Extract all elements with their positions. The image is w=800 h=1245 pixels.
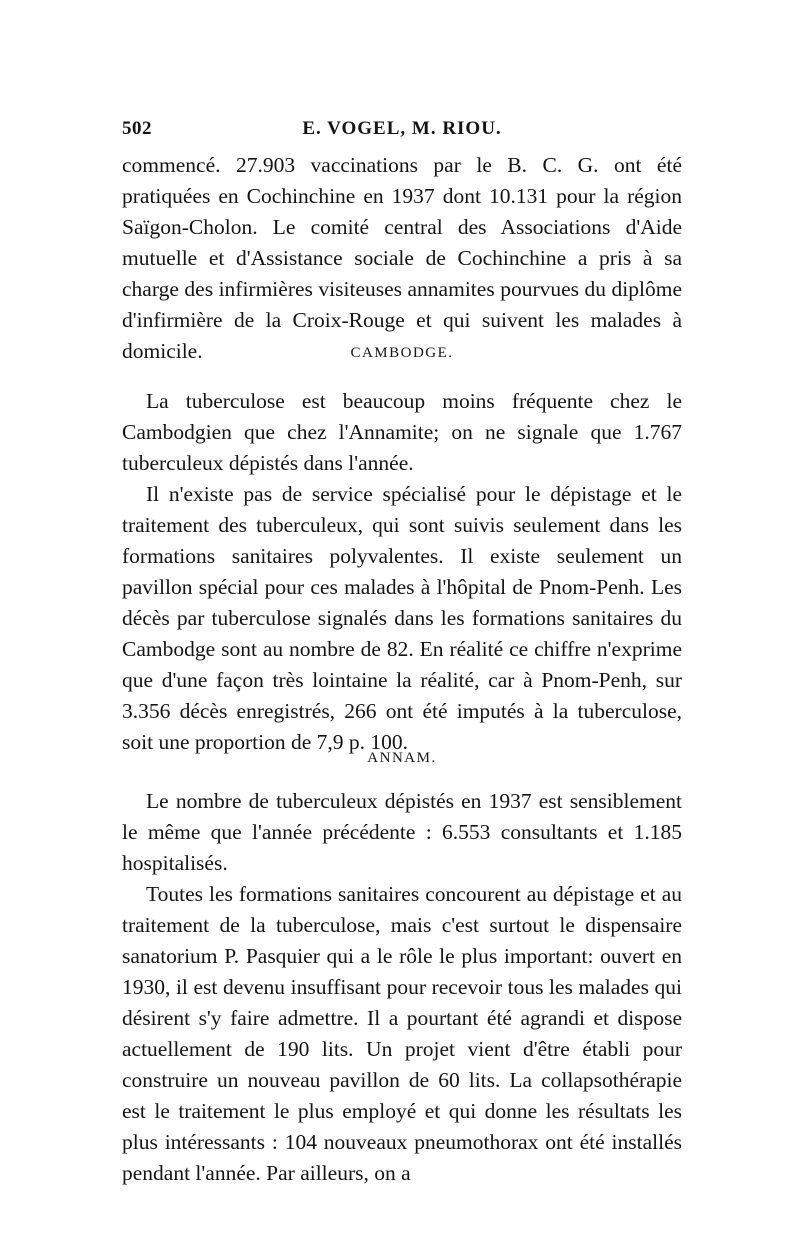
intro-paragraph: commencé. 27.903 vaccinations par le B. C. G. ont été pratiquées en Cochinchine en 1937 dont 10.131 pour la région Saïgon-Cholon. Le comité central des Associations d'Aide mutuelle et d'Assistance sociale de Cochinchine a pris à sa charge des infirmières visiteuses annamites pourvues du diplôme d'infirmière de la Croix-Rouge et qui suivent les malades à domicile.: [122, 153, 682, 363]
running-head: [122, 118, 682, 148]
running-title: E. VOGEL, M. RIOU.: [302, 118, 502, 139]
section-heading-cambodge: CAMBODGE.: [350, 345, 454, 361]
section-heading-annam: ANNAM.: [367, 750, 437, 766]
annam-text-block: [122, 786, 682, 1189]
page-number: 502: [122, 118, 152, 139]
annam-paragraph-2: Toutes les formations sanitaires concourent au dépistage et au traitement de la tuberculose, mais c'est surtout le dispensaire sanatorium P. Pasquier qui a le rôle le plus important: ouvert en 1930, il est devenu insuffisant pour recevoir tous les malades qui désirent s'y faire admettre. Il a pourtant été agrandi et dispose actuellement de 190 lits. Un projet vient d'être établi pour construire un nouveau pavillon de 60 lits. La collapsothérapie est le traitement le plus employé et qui donne les résultats les plus intéressants : 104 nouveaux pneumothorax ont été installés pendant l'année. Par ailleurs, on a: [122, 882, 682, 1185]
cambodge-text-block: [122, 386, 682, 758]
cambodge-paragraph-1: La tuberculose est beaucoup moins fréquente chez le Cambodgien que chez l'Annamite; on ne signale que 1.767 tuberculeux dépistés dans l'année.: [122, 389, 682, 475]
annam-paragraph-1: Le nombre de tuberculeux dépistés en 1937 est sensiblement le même que l'année précédente : 6.553 consultants et 1.185 hospitalisés.: [122, 789, 682, 875]
cambodge-paragraph-2: Il n'existe pas de service spécialisé pour le dépistage et le traitement des tuberculeux, qui sont suivis seulement dans les formations sanitaires polyvalentes. Il existe seulement un pavillon spécial pour ces malades à l'hôpital de Pnom-Penh. Les décès par tuberculose signalés dans les formations sanitaires du Cambodge sont au nombre de 82. En réalité ce chiffre n'exprime que d'une façon très lointaine la réalité, car à Pnom-Penh, sur 3.356 décès enregistrés, 266 ont été imputés à la tuberculose, soit une proportion de 7,9 p. 100.: [122, 482, 682, 754]
intro-text-block: [122, 150, 682, 367]
